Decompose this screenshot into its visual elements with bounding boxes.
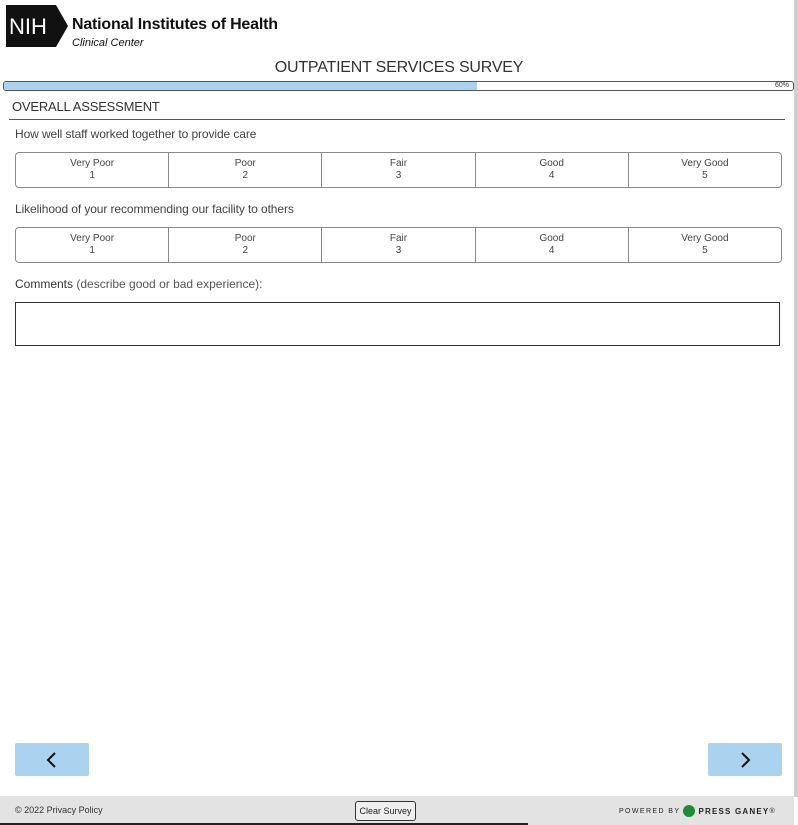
q2-option-fair[interactable] <box>322 228 475 262</box>
nih-logo <box>6 5 68 47</box>
window-right-edge <box>794 0 798 797</box>
org-name: National Institutes of Health <box>72 16 278 33</box>
powered-by-text: POWERED BY <box>618 807 681 815</box>
chevron-right-icon <box>738 751 752 769</box>
q2-option-very-poor[interactable] <box>16 228 169 262</box>
vendor-name: PRESS GANEY <box>698 806 770 816</box>
option-value: 3 <box>395 245 402 256</box>
progress-label: 60% <box>774 82 789 89</box>
next-button[interactable] <box>708 743 782 776</box>
q2-option-very-good[interactable] <box>629 228 781 262</box>
svg-text:NIH: NIH <box>9 14 47 39</box>
comments-label <box>15 277 262 291</box>
option-value: 1 <box>89 245 95 256</box>
option-value: 4 <box>548 170 555 181</box>
option-label: Very Poor <box>70 158 115 169</box>
option-value: 5 <box>702 170 708 181</box>
q2-option-good[interactable] <box>476 228 629 262</box>
vendor-mark: ® <box>769 807 776 815</box>
powered-by <box>619 805 776 817</box>
option-label: Very Poor <box>70 233 115 244</box>
q1-option-fair[interactable] <box>322 153 475 187</box>
option-label: Good <box>539 233 564 244</box>
site-header <box>6 5 306 49</box>
option-value: 1 <box>89 170 95 181</box>
privacy-policy-link[interactable]: © 2022 Privacy Policy <box>15 805 103 815</box>
q1-option-very-poor[interactable] <box>16 153 169 187</box>
option-value: 2 <box>242 170 249 181</box>
section-title: OVERALL ASSESSMENT <box>12 99 160 114</box>
clear-survey-button[interactable]: Clear Survey <box>355 801 416 821</box>
question-2-scale <box>15 227 782 263</box>
q1-option-poor[interactable] <box>169 153 322 187</box>
q2-option-poor[interactable] <box>169 228 322 262</box>
progress-fill <box>4 82 477 90</box>
q1-option-good[interactable] <box>476 153 629 187</box>
progress-bar <box>3 81 794 91</box>
option-value: 3 <box>395 170 402 181</box>
option-value: 4 <box>548 245 555 256</box>
question-1-scale <box>15 152 782 188</box>
option-label: Good <box>539 158 564 169</box>
org-subtitle: Clinical Center <box>72 37 144 49</box>
option-value: 5 <box>702 245 708 256</box>
question-2-text: Likelihood of your recommending our facility to others <box>15 202 294 216</box>
comments-field[interactable] <box>15 302 780 346</box>
comments-label-text: Comments <box>15 277 74 291</box>
option-label: Poor <box>234 158 256 169</box>
chevron-left-icon <box>45 751 59 769</box>
option-value: 2 <box>242 245 249 256</box>
press-ganey-leaf-icon <box>683 805 695 817</box>
footer <box>0 796 794 825</box>
option-label: Very Good <box>681 158 729 169</box>
page-title: OUTPATIENT SERVICES SURVEY <box>274 59 524 76</box>
option-label: Very Good <box>681 233 729 244</box>
previous-button[interactable] <box>15 743 89 776</box>
option-label: Poor <box>234 233 256 244</box>
comments-hint: (describe good or bad experience): <box>73 277 263 291</box>
question-1-text: How well staff worked together to provide care <box>15 127 257 141</box>
option-label: Fair <box>389 233 408 244</box>
section-divider <box>9 119 785 120</box>
q1-option-very-good[interactable] <box>629 153 781 187</box>
option-label: Fair <box>389 158 408 169</box>
